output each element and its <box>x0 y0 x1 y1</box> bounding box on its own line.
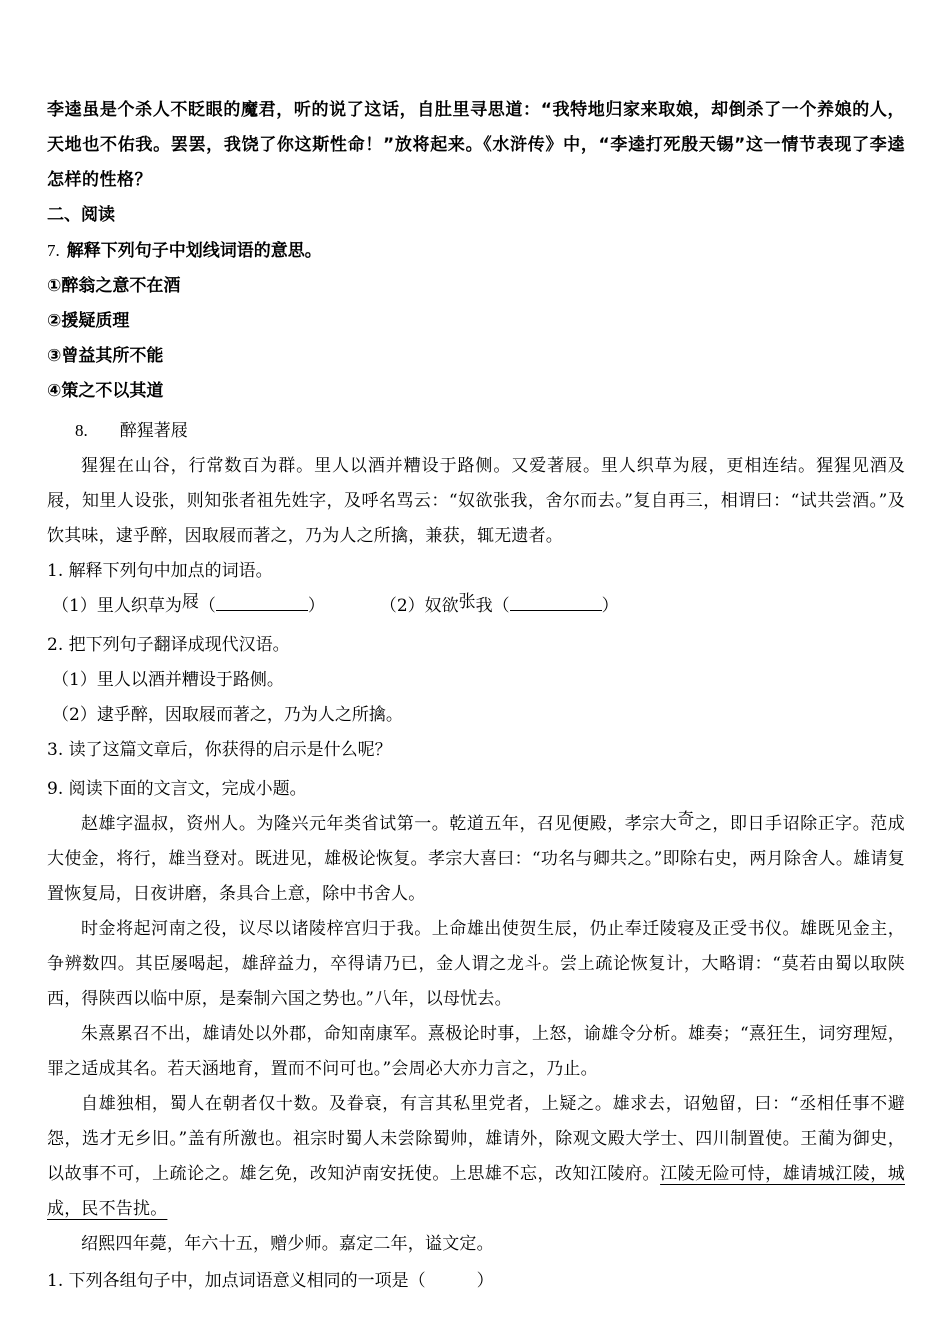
q9-para2: 时金将起河南之役，议尽以诸陵梓宫归于我。上命雄出使贺生辰，仍止奉迁陵寝及正受书仪。雄既见金主，争辨数四。其臣屡喝起，雄辞益力，卒得请乃已，金人谓之龙斗。尝上疏论恢复计，大略谓：“莫若由蜀以取陕西，得陕西以临中原，是秦制六国之势也。”八年，以母忧去。 <box>47 919 905 1009</box>
q8-sub1-blank2-text: （2）奴欲 <box>379 596 459 616</box>
intro-paragraph: 李逵虽是个杀人不眨眼的魔君，听的说了这话，自肚里寻思道：“我特地归家来取娘，却倒杀了一个养娘的人，天地也不佑我。罢罢，我饶了你这斯性命！”放将起来。《水浒传》中，“李逵打死殷天锡”这一情节表现了李逵怎样的性格？ <box>47 100 905 190</box>
q8-sub2-line2: （2）逮乎醉，因取屐而著之，乃为人之所擒。 <box>52 705 403 725</box>
q8-sub1-blank1 <box>52 592 325 616</box>
q8-sub1-blank1-dotted-word: 屐 <box>181 592 199 612</box>
q8-sub1-blank2-dotted-word: 张 <box>458 592 476 612</box>
q8-sub1-blank2-text2: 我 <box>475 596 493 616</box>
q9-para4-text: 自雄独相，蜀人在朝者仅十数。及眷衰，有言其私里党者，上疑之。雄求去，诏勉留，曰：“丞相任事不避怨，选才无乡旧。”盖有所激也。祖宗时蜀人未尝除蜀帅，雄请外，除观文殿大学士、四川制置使。王蔺为御史，以故事不可，上疏论之。雄乞免，改知泸南安抚使。上思雄不忘，改知江陵府。 <box>47 1094 905 1184</box>
q9-para1-text: 赵雄字温叔，资州人。为隆兴元年类省试第一。乾道五年，召见便殿，孝宗大 <box>81 814 678 834</box>
q9-para1-text2: 之，即日手诏除正字。范成大使金，将行，雄当登对。既进见，雄极论恢复。孝宗大喜曰：“功名与卿共之。”即除右史，两月除舍人。雄请复置恢复局，日夜讲磨，条具合上意，除中书舍人。 <box>47 814 905 904</box>
q8-sub1-blank1-paren-close: ） <box>307 596 325 616</box>
q8-sub1-blank2-answer-line <box>510 593 602 611</box>
q9-para3: 朱熹累召不出，雄请处以外郡，命知南康军。熹极论时事，上怒，谕雄令分析。雄奏；“熹狂生，词穷理短，罪之适成其名。若天涵地育，置而不问可也。”会周必大亦力言之，乃止。 <box>47 1024 905 1079</box>
q9-sub1-prompt: 1. 下列各组句子中，加点词语意义相同的一项是（ ） <box>47 1271 494 1291</box>
q9-para1-dotted-word: 奇 <box>677 810 695 830</box>
q8-sub1-blank1-paren-open: （ <box>198 596 216 616</box>
q8-sub2-prompt: 2. 把下列句子翻译成现代汉语。 <box>47 635 290 655</box>
q8-sub1-blank2 <box>379 592 619 616</box>
q7-item-4: ④策之不以其道 <box>47 381 164 401</box>
q9-prompt: 9. 阅读下面的文言文，完成小题。 <box>47 779 307 799</box>
q7-item-1: ①醉翁之意不在酒 <box>47 276 181 296</box>
section-heading: 二、阅读 <box>47 205 115 225</box>
q9-para4-underlined-sentence: 江陵无险可恃，雄请城江陵，城成，民不告扰。 <box>47 1164 905 1219</box>
question-7-prompt <box>47 233 905 269</box>
q8-sub1-blank1-answer-line <box>216 593 308 611</box>
q8-sub1-blank2-paren-open: （ <box>492 596 510 616</box>
q7-item-2: ②援疑质理 <box>47 311 130 331</box>
q8-title-line <box>47 413 905 449</box>
q8-sub1-prompt: 1. 解释下列句中加点的词语。 <box>47 561 273 581</box>
q9-para4 <box>47 1087 905 1227</box>
q9-para5: 绍熙四年薨，年六十五，赠少师。嘉定二年，谥文定。 <box>81 1234 494 1254</box>
q8-sub3-prompt: 3. 读了这篇文章后，你获得的启示是什么呢？ <box>47 740 392 760</box>
q8-sub1-blank1-text: （1）里人织草为 <box>52 596 182 616</box>
question-7-text: 解释下列句子中划线词语的意思。 <box>66 241 322 261</box>
q8-number: 8. <box>75 421 88 440</box>
q8-title: 醉猩著屐 <box>119 421 188 441</box>
q8-sub1-blanks-line <box>47 589 905 624</box>
question-7-number: 7. <box>47 241 60 260</box>
q8-passage: 猩猩在山谷，行常数百为群。里人以酒并糟设于路侧。又爱著屐。里人织草为屐，更相连结。猩猩见酒及屐，知里人设张，则知张者祖先姓字，及呼名骂云：“奴欲张我，舍尔而去。”复自再三，相谓曰：“试共尝酒。”及饮其味，逮乎醉，因取屐而著之，乃为人之所擒，兼获，辄无遗者。 <box>47 456 905 546</box>
q9-para1 <box>47 807 905 912</box>
q8-sub1-blank2-paren-close: ） <box>601 596 619 616</box>
q8-sub2-line1: （1）里人以酒并糟设于路侧。 <box>52 670 284 690</box>
q7-item-3: ③曾益其所不能 <box>47 346 164 366</box>
